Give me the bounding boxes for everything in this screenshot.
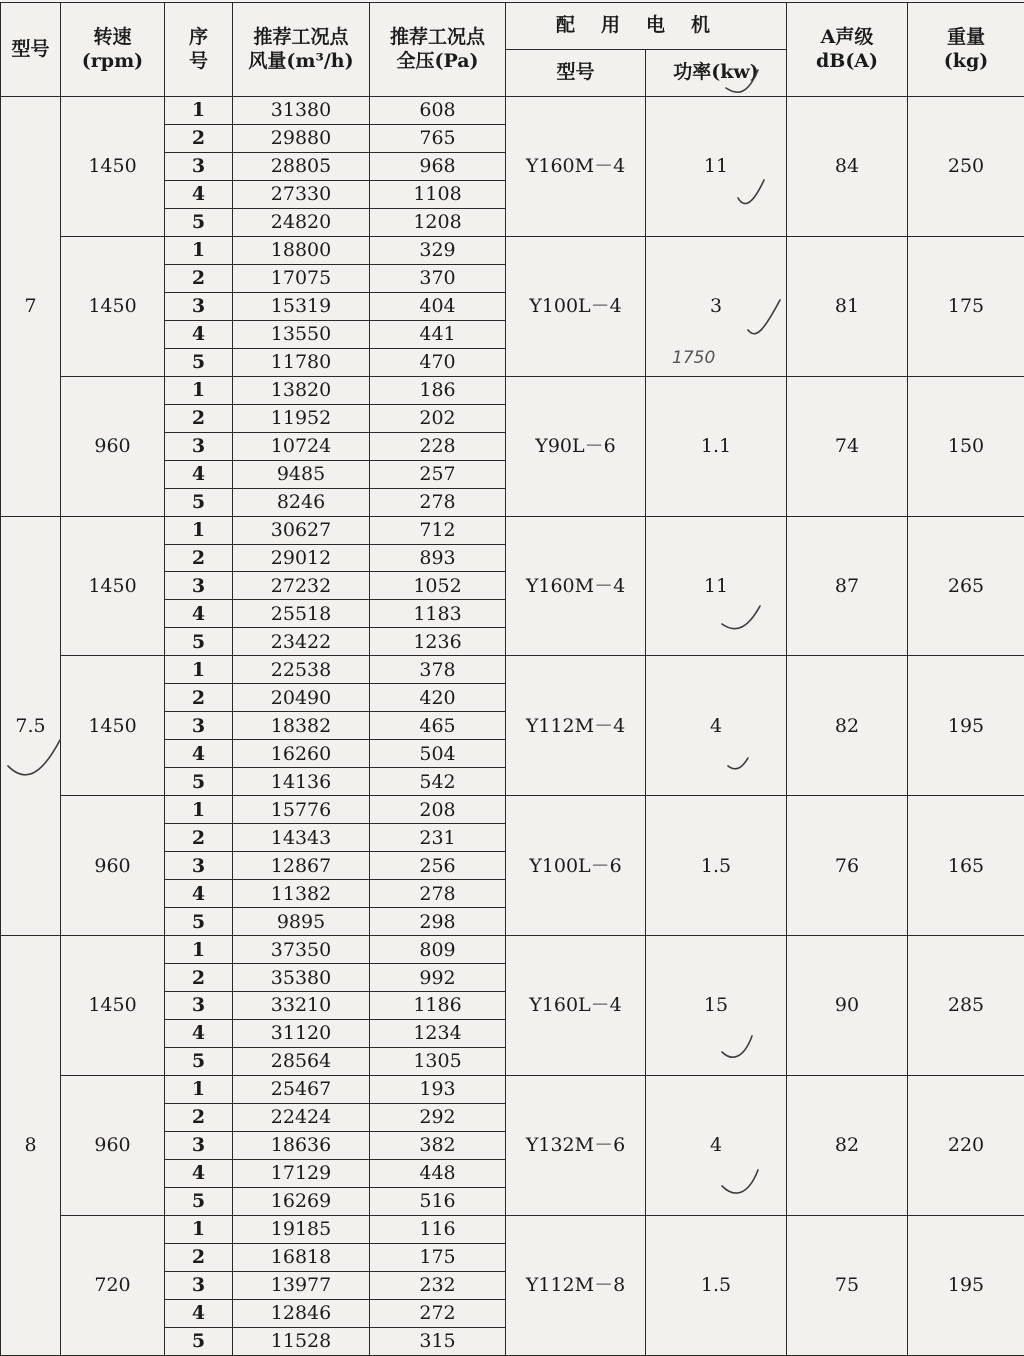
motor-power-cell: 3	[646, 236, 787, 376]
pressure-cell: 1183	[370, 600, 506, 628]
seq-cell: 4	[165, 1019, 233, 1047]
pressure-cell: 712	[370, 516, 506, 544]
seq-cell: 1	[165, 516, 233, 544]
flow-cell: 25467	[233, 1075, 370, 1103]
noise-cell: 76	[787, 796, 908, 936]
flow-cell: 17129	[233, 1159, 370, 1187]
flow-cell: 28805	[233, 152, 370, 180]
table-row	[1, 656, 1024, 684]
header-pressure-line2: 全压(Pa)	[396, 49, 479, 72]
noise-cell: 84	[787, 97, 908, 237]
seq-cell: 3	[165, 572, 233, 600]
speed-cell: 960	[61, 376, 165, 516]
seq-cell: 2	[165, 404, 233, 432]
flow-cell: 11382	[233, 880, 370, 908]
flow-cell: 13820	[233, 376, 370, 404]
seq-cell: 2	[165, 964, 233, 992]
seq-cell: 3	[165, 992, 233, 1020]
pressure-cell: 542	[370, 768, 506, 796]
header-noise	[787, 3, 908, 97]
pressure-cell: 809	[370, 936, 506, 964]
speed-cell: 960	[61, 796, 165, 936]
pressure-cell: 1052	[370, 572, 506, 600]
speed-cell: 1450	[61, 516, 165, 656]
weight-cell: 285	[908, 936, 1024, 1076]
model-cell: 8	[1, 936, 61, 1356]
flow-cell: 35380	[233, 964, 370, 992]
flow-cell: 31380	[233, 97, 370, 125]
pressure-cell: 1305	[370, 1047, 506, 1075]
weight-cell: 265	[908, 516, 1024, 656]
pressure-cell: 893	[370, 544, 506, 572]
motor-power-cell: 1.1	[646, 376, 787, 516]
seq-cell: 5	[165, 1187, 233, 1215]
speed-cell: 1450	[61, 236, 165, 376]
header-pressure	[370, 3, 506, 97]
pressure-cell: 1234	[370, 1019, 506, 1047]
pressure-cell: 765	[370, 124, 506, 152]
table-row	[1, 97, 1024, 125]
flow-cell: 24820	[233, 208, 370, 236]
seq-cell: 5	[165, 908, 233, 936]
pressure-cell: 228	[370, 432, 506, 460]
header-model	[1, 3, 61, 97]
weight-cell: 250	[908, 97, 1024, 237]
pressure-cell: 292	[370, 1103, 506, 1131]
flow-cell: 8246	[233, 488, 370, 516]
flow-cell: 12867	[233, 852, 370, 880]
pressure-cell: 256	[370, 852, 506, 880]
flow-cell: 23422	[233, 628, 370, 656]
noise-cell: 74	[787, 376, 908, 516]
flow-cell: 16269	[233, 1187, 370, 1215]
motor-model-cell: Y100L－4	[506, 236, 646, 376]
flow-cell: 11528	[233, 1327, 370, 1355]
table-body	[1, 97, 1024, 1356]
noise-cell: 82	[787, 1075, 908, 1215]
seq-cell: 5	[165, 348, 233, 376]
weight-cell: 220	[908, 1075, 1024, 1215]
table-header	[1, 3, 1024, 97]
motor-model-cell: Y160M－4	[506, 97, 646, 237]
header-weight	[908, 3, 1024, 97]
flow-cell: 14136	[233, 768, 370, 796]
flow-cell: 11780	[233, 348, 370, 376]
seq-cell: 3	[165, 432, 233, 460]
seq-cell: 4	[165, 600, 233, 628]
seq-cell: 4	[165, 1299, 233, 1327]
pressure-cell: 378	[370, 656, 506, 684]
weight-cell: 165	[908, 796, 1024, 936]
header-seq	[165, 3, 233, 97]
motor-model-cell: Y112M－8	[506, 1215, 646, 1355]
seq-cell: 1	[165, 1075, 233, 1103]
flow-cell: 27232	[233, 572, 370, 600]
seq-cell: 5	[165, 208, 233, 236]
pressure-cell: 231	[370, 824, 506, 852]
header-flow	[233, 3, 370, 97]
table-row	[1, 376, 1024, 404]
motor-power-cell: 4	[646, 656, 787, 796]
flow-cell: 19185	[233, 1215, 370, 1243]
pressure-cell: 382	[370, 1131, 506, 1159]
flow-cell: 22424	[233, 1103, 370, 1131]
speed-cell: 1450	[61, 97, 165, 237]
seq-cell: 1	[165, 1215, 233, 1243]
pressure-cell: 370	[370, 264, 506, 292]
seq-cell: 2	[165, 544, 233, 572]
pressure-cell: 272	[370, 1299, 506, 1327]
noise-cell: 75	[787, 1215, 908, 1355]
flow-cell: 16818	[233, 1243, 370, 1271]
pressure-cell: 992	[370, 964, 506, 992]
flow-cell: 12846	[233, 1299, 370, 1327]
pressure-cell: 278	[370, 880, 506, 908]
pressure-cell: 470	[370, 348, 506, 376]
flow-cell: 11952	[233, 404, 370, 432]
flow-cell: 28564	[233, 1047, 370, 1075]
pressure-cell: 516	[370, 1187, 506, 1215]
seq-cell: 5	[165, 1327, 233, 1355]
header-noise-line2: dB(A)	[815, 49, 879, 72]
motor-model-cell: Y132M－6	[506, 1075, 646, 1215]
seq-cell: 2	[165, 124, 233, 152]
flow-cell: 9895	[233, 908, 370, 936]
flow-cell: 22538	[233, 656, 370, 684]
header-seq-line2: 号	[188, 49, 208, 72]
noise-cell: 81	[787, 236, 908, 376]
pressure-cell: 257	[370, 460, 506, 488]
pressure-cell: 504	[370, 740, 506, 768]
pressure-cell: 202	[370, 404, 506, 432]
flow-cell: 17075	[233, 264, 370, 292]
motor-model-cell: Y100L－6	[506, 796, 646, 936]
flow-cell: 18382	[233, 712, 370, 740]
noise-cell: 90	[787, 936, 908, 1076]
motor-model-cell: Y112M－4	[506, 656, 646, 796]
pressure-cell: 448	[370, 1159, 506, 1187]
flow-cell: 10724	[233, 432, 370, 460]
pressure-cell: 1186	[370, 992, 506, 1020]
flow-cell: 20490	[233, 684, 370, 712]
seq-cell: 2	[165, 264, 233, 292]
seq-cell: 3	[165, 712, 233, 740]
pressure-cell: 208	[370, 796, 506, 824]
pressure-cell: 404	[370, 292, 506, 320]
flow-cell: 13977	[233, 1271, 370, 1299]
flow-cell: 37350	[233, 936, 370, 964]
pressure-cell: 441	[370, 320, 506, 348]
model-cell: 7	[1, 97, 61, 517]
pressure-cell: 278	[370, 488, 506, 516]
weight-cell: 150	[908, 376, 1024, 516]
seq-cell: 4	[165, 880, 233, 908]
pressure-cell: 298	[370, 908, 506, 936]
weight-cell: 195	[908, 656, 1024, 796]
header-speed	[61, 3, 165, 97]
seq-cell: 4	[165, 460, 233, 488]
header-seq-line1: 序	[188, 25, 208, 48]
flow-cell: 31120	[233, 1019, 370, 1047]
header-weight-line2: (kg)	[943, 49, 989, 72]
flow-cell: 16260	[233, 740, 370, 768]
motor-power-cell: 4	[646, 1075, 787, 1215]
table-row	[1, 936, 1024, 964]
flow-cell: 14343	[233, 824, 370, 852]
pressure-cell: 465	[370, 712, 506, 740]
motor-power-cell: 11	[646, 516, 787, 656]
table-row	[1, 516, 1024, 544]
pressure-cell: 232	[370, 1271, 506, 1299]
seq-cell: 4	[165, 180, 233, 208]
pressure-cell: 968	[370, 152, 506, 180]
seq-cell: 1	[165, 936, 233, 964]
seq-cell: 1	[165, 656, 233, 684]
pressure-cell: 175	[370, 1243, 506, 1271]
flow-cell: 9485	[233, 460, 370, 488]
noise-cell: 82	[787, 656, 908, 796]
pressure-cell: 608	[370, 97, 506, 125]
handwritten-note: 1750	[672, 348, 716, 368]
motor-power-cell: 15	[646, 936, 787, 1076]
speed-cell: 960	[61, 1075, 165, 1215]
flow-cell: 30627	[233, 516, 370, 544]
header-motor-power: 功率(kw)	[646, 50, 787, 97]
seq-cell: 3	[165, 852, 233, 880]
pressure-cell: 1108	[370, 180, 506, 208]
flow-cell: 27330	[233, 180, 370, 208]
header-flow-line2: 风量(m³/h)	[248, 49, 354, 72]
flow-cell: 13550	[233, 320, 370, 348]
seq-cell: 3	[165, 1131, 233, 1159]
motor-model-cell: Y160M－4	[506, 516, 646, 656]
seq-cell: 4	[165, 1159, 233, 1187]
seq-cell: 5	[165, 1047, 233, 1075]
pressure-cell: 1208	[370, 208, 506, 236]
seq-cell: 5	[165, 628, 233, 656]
speed-cell: 1450	[61, 656, 165, 796]
header-motor-model: 型号	[506, 50, 646, 97]
flow-cell: 29012	[233, 544, 370, 572]
header-model-label: 型号	[11, 37, 50, 60]
pressure-cell: 186	[370, 376, 506, 404]
seq-cell: 2	[165, 1243, 233, 1271]
motor-power-cell: 1.5	[646, 1215, 787, 1355]
seq-cell: 4	[165, 320, 233, 348]
seq-cell: 1	[165, 236, 233, 264]
flow-cell: 18636	[233, 1131, 370, 1159]
motor-power-cell: 1.5	[646, 796, 787, 936]
noise-cell: 87	[787, 516, 908, 656]
seq-cell: 5	[165, 488, 233, 516]
header-speed-line2: (rpm)	[81, 49, 144, 72]
seq-cell: 2	[165, 684, 233, 712]
weight-cell: 195	[908, 1215, 1024, 1355]
speed-cell: 1450	[61, 936, 165, 1076]
pressure-cell: 315	[370, 1327, 506, 1355]
header-weight-line1: 重量	[947, 25, 986, 48]
seq-cell: 5	[165, 768, 233, 796]
motor-model-cell: Y160L－4	[506, 936, 646, 1076]
seq-cell: 4	[165, 740, 233, 768]
flow-cell: 29880	[233, 124, 370, 152]
seq-cell: 1	[165, 97, 233, 125]
pressure-cell: 116	[370, 1215, 506, 1243]
seq-cell: 3	[165, 1271, 233, 1299]
table-row	[1, 1075, 1024, 1103]
header-flow-line1: 推荐工况点	[253, 25, 349, 48]
seq-cell: 1	[165, 796, 233, 824]
motor-power-cell: 11	[646, 97, 787, 237]
header-speed-line1: 转速	[93, 25, 132, 48]
table-row	[1, 796, 1024, 824]
flow-cell: 25518	[233, 600, 370, 628]
header-motor-group: 配用电机	[506, 3, 787, 50]
seq-cell: 3	[165, 292, 233, 320]
pressure-cell: 193	[370, 1075, 506, 1103]
table-row	[1, 1215, 1024, 1243]
weight-cell: 175	[908, 236, 1024, 376]
speed-cell: 720	[61, 1215, 165, 1355]
model-cell: 7.5	[1, 516, 61, 936]
seq-cell: 3	[165, 152, 233, 180]
flow-cell: 15776	[233, 796, 370, 824]
table-row	[1, 236, 1024, 264]
motor-model-cell: Y90L－6	[506, 376, 646, 516]
pressure-cell: 420	[370, 684, 506, 712]
seq-cell: 1	[165, 376, 233, 404]
flow-cell: 33210	[233, 992, 370, 1020]
fan-performance-table	[0, 2, 1024, 1356]
header-pressure-line1: 推荐工况点	[389, 25, 485, 48]
seq-cell: 2	[165, 1103, 233, 1131]
flow-cell: 18800	[233, 236, 370, 264]
pressure-cell: 329	[370, 236, 506, 264]
pressure-cell: 1236	[370, 628, 506, 656]
flow-cell: 15319	[233, 292, 370, 320]
header-noise-line1: A声级	[820, 25, 874, 48]
seq-cell: 2	[165, 824, 233, 852]
